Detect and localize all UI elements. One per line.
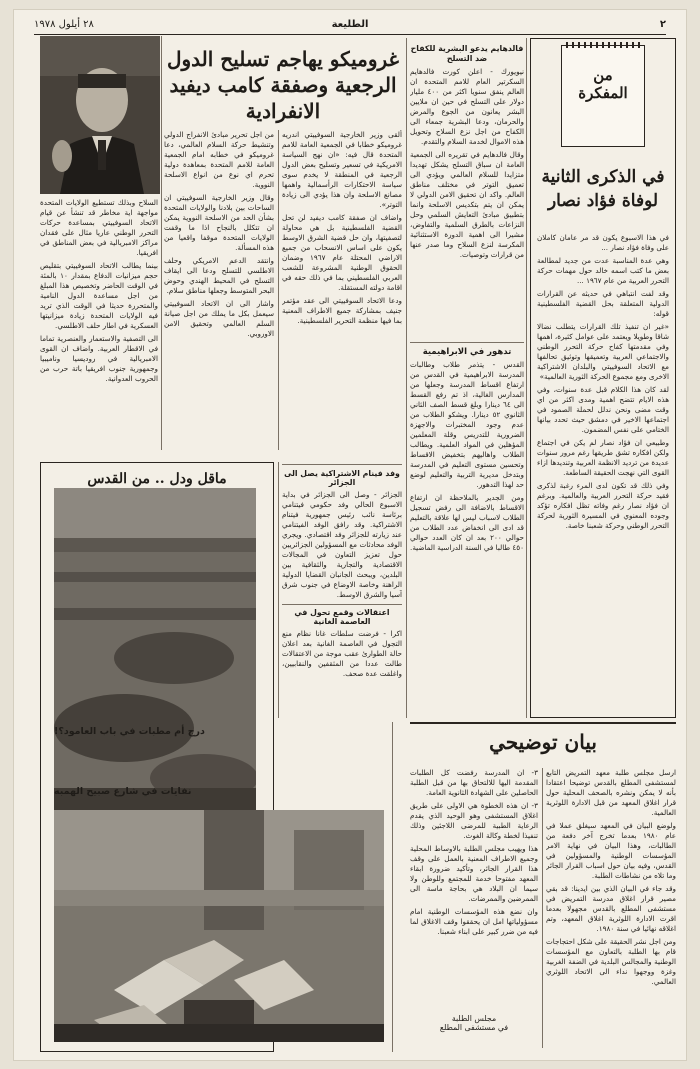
- gromyko-paragraph: بينما يطالب الاتحاد السوفييتي بتقليص حجم ميزانيات الدفاع بمقدار ١٠ بالمئة في الوقت الحاضر وتخصيص هذا المبلغ من اجل مساعدة الدول النامية والمتحررة حديثا في الوقت الذي تريد فيه الولايات المتحدة زيادة ميزانيتها العسكرية في اطار حلف الاطلسي.: [40, 261, 158, 330]
- statement-paragraph: وان نضع هذه المؤسسات الوطنية امام مسؤولياتها امل ان يحققوا وقف الاغلاق لما فيه من ضرر كبير على ابناء شعبنا.: [410, 907, 538, 936]
- gromyko-photo: [40, 36, 160, 194]
- disarmament-title: فالدهايم يدعو البشرية للكفاح ضد التسلح: [410, 44, 524, 63]
- gromyko-paragraph: وانتقد الدعم الامريكي وحلف الاطلسي للتسلح ودعا الى ايقاف التسلح في المحيط الهندي وحوض البحر المتوسط وجعلها مناطق سلام.: [164, 256, 274, 295]
- memo-headline: في الذكرى الثانية لوفاة فؤاد نصار: [541, 167, 665, 211]
- gromyko-column: [164, 130, 274, 450]
- gromyko-paragraph: ودعا الاتحاد السوفييتي الى عقد مؤتمر جنيف بمشاركة جميع الاطراف المعنية بما فيها منظمة التحرير الفلسطينية.: [282, 296, 402, 325]
- jerusalem-steps-photo: [54, 488, 256, 816]
- ghana-body: اكرا - فرضت سلطات غانا نظام منع التجول في العاصمة الغانية بعد اعلان حالة الطوارئ عقب موجة من الاعتقالات طالت عددا من المثقفين والنقابيين، واغلقت عدة صحف.: [282, 629, 402, 678]
- section-rule: [410, 722, 676, 724]
- gromyko-paragraph: الى التصفية والاستعمار والعنصرية تماما في الاقطار العربية. واضاف ان القوى الامبريالية في روديسيا وناميبيا وجمهورية جنوب افريقيا باتة حرب من الحروب العدوانية.: [40, 334, 158, 383]
- newspaper-page: [14, 10, 686, 1060]
- memo-badge-text1: من: [593, 66, 613, 84]
- memo-paragraph: لقد كان هذا الكلام قبل عدة سنوات، وفي هذه الايام تتضح اهمية ومدى اكثر من اي وقت مضى ونحن ندلل لحملة الصمود في اجتماعها الاخير في دمشق حيث تحدد بيانها الختامي على نفس المضمون.: [537, 385, 669, 434]
- portrait-illustration: [40, 36, 160, 194]
- statement-signature: [410, 1014, 538, 1032]
- gromyko-paragraph: واشار الى ان الاتحاد السوفييتي سيعمل بكل ما يملك من اجل صيانة السلم العالمي وتحقيق الامن الاوروبي.: [164, 299, 274, 338]
- page-number: ٢: [659, 19, 666, 30]
- gromyko-column: [40, 198, 158, 450]
- gromyko-paragraph: من اجل تحرير مبادئ الانفراج الدولي وتنشيط حركة السلام العالمي، دعا غروميكو في خطابه امام الجمعية العامة للامم المتحدة بمعاهدة دولية تحرم اي نوع من انواع الاسلحة النووية.: [164, 130, 274, 189]
- memo-badge-text2: المفكرة: [578, 84, 628, 102]
- gromyko-paragraph: ألقى وزير الخارجية السوفييتي اندريه غروميكو خطابا في الجمعية العامة للامم المتحدة قال فيه: «ان نهج السياسة الامريكية في تسعير وتسليح بعض الدول الرجعية في المنطقة لا يخدم سوى سياسة الاحتكارات الرأسمالية واهمها مصانع الاسلحة وان هذا يؤدي الى زيادة التوتر».: [282, 130, 402, 209]
- statement-title: بيان توضيحي: [489, 730, 597, 754]
- publication-name: الطليعة: [331, 19, 369, 30]
- memo-paragraph: وطبيعي ان فؤاد نصار لم يكن في اجتماع ولكن افكاره تشق طريقها رغم مرور سنوات عديدة من ترديد الانظمة العربية وتنديدها ازاء القوى التي نهجت الحقيقة الساطعة.: [537, 438, 669, 477]
- memo-paragraph: في هذا الاسبوع يكون قد مر عامان كاملان على وفاة فؤاد نصار ...: [537, 233, 669, 252]
- issue-date: ٢٨ أيلول ١٩٧٨: [34, 19, 94, 30]
- ibrahimiyya-article: [410, 342, 524, 718]
- ibrahimiyya-body2: ومن الجدير بالملاحظة ان ارتفاع الاقساط بالاضافة الى رفض تسجيل الطلاب لاسباب ليس لها علاقة بالتعليم قد ادى الى انخفاض عدد الطلاب من حوالي ٢٠٠ بعد ان كان العدد حوالي ٤٥٠ طالبا في السنة الدراسية الماضية.: [410, 493, 524, 552]
- column-rule: [278, 462, 279, 718]
- statement-paragraph: وقد جاء في البيان الذي بين ايدينا: قد بقي مصير قرار اغلاق مدرسة التمريض في مستشفى المطلع بالقدس مجهولا بعدما اقرت الادارة اللوثرية اغلاق المعهد، وتم اغلاقه نهائيا في سنة ١٩٨٠.: [546, 884, 676, 933]
- column-rule: [278, 130, 279, 450]
- statement-paragraph: هذا ويهيب مجلس الطلبة بالاوساط المحلية وجميع الاطراف المعنية بالعمل على وقف هذا القرار الجائر، وتأكيد ضرورة ابقاء المعهد مفتوحا خدمة للمجتمع وللوطن ولا سيما ان البلاد هي بحاجة ماسة الى الممرضين والممرضات.: [410, 844, 538, 903]
- memo-paragraph: وفي ذلك قد تكون لدى المرء رغبة لذكرى فقيد حركة التحرر العربية والعالمية. وبرغم ان فؤاد نصار رغم وفاته تظل افكاره تؤكد وجوده المعنوي في المسيرة الثورية لحركة التحرر الوطني وحركة شعبنا خاصة.: [537, 481, 669, 530]
- memo-box: [530, 38, 676, 718]
- column-rule: [161, 36, 162, 450]
- jerusalem-caption-1: درج أم مطبات في باب العامود؟!: [54, 726, 205, 737]
- gromyko-paragraph: السلاح وبذلك تستطيع الولايات المتحدة مواجهة اية مخاطر قد تنشأ عن قيام الاتحاد السوفييتي بمساعدة حركات التحرر الوطني عاريا مثال على فقدان مراكز الامبريالية في بعض المناطق في افريقيا.: [40, 198, 158, 257]
- memo-paragraph: وهي عدة المناسبة عدت من جديد لمطالعة بعض ما كتب اسمه خالد حول مهمات حركة التحرر العربية من عام ١٩٦٧ ...: [537, 256, 669, 285]
- statement-paragraph: ولوضع البيان في المعهد سيغلق عملا في عام ١٩٨٠ بعدما تخرج آخر دفعة من الطالبات، وهذا البيان في نهاية الامر المؤسسات الوطنية والمسؤولين في القدس، وفيه بيان حول اسباب القرار الجائر وما تلاه من نشاطات الطلبة.: [546, 821, 676, 880]
- steps-illustration: [54, 488, 256, 816]
- jerusalem-title: ماقل ودل .. من القدس: [87, 471, 227, 487]
- garbage-illustration: [54, 810, 384, 1042]
- disarmament-body: وقال فالدهايم في تقريره الى الجمعية العامة ان سباق التسلح يشكل تهديدا متزايدا للسلام العالمي ويؤدي الى تعميق التوتر في مختلف مناطق العالم. واكد ان تحقيق الامن الدولي لا يمكن ان يتم بتكديس الاسلحة وانما بتطبيق مبادئ التعايش السلمي وحل النزاعات بالطرق السلمية والتفاوض، مشيرا الى اهمية الدورة الاستثنائية المكرسة لنزع السلاح وما صدر عنها من قرارات وتوصيات.: [410, 150, 524, 259]
- page-header: [34, 18, 666, 35]
- column-rule: [406, 38, 407, 718]
- disarmament-intro: نيويورك - اعلن كورت فالدهايم السكرتير العام للامم المتحدة ان العالم ينفق سنويا اكثر من ٤٠٠ مليار دولار على التسلح في حين ان ملايين البشر يعانون من الجوع والمرض والحرمان، ودعا البشرية جمعاء الى الكفاح من اجل نزع السلاح وتحويل هذه الاموال لخدمة السلام والتقدم.: [410, 67, 524, 146]
- statement-left-column: [410, 768, 538, 1004]
- ibrahimiyya-title: تدهور في الابراهيمية: [422, 347, 512, 357]
- column-rule: [542, 768, 543, 1048]
- column-rule: [392, 722, 393, 1052]
- memo-paragraph: وقد لفت انتباهي في حديثه عن القرارات الدولية المتعلقة بحل القضية الفلسطينية قوله:: [537, 289, 669, 318]
- ghana-title: اعتقالات وقمع تحول في العاصمة الغانية: [282, 604, 402, 626]
- jerusalem-garbage-photo: [54, 810, 384, 1042]
- ibrahimiyya-body: القدس - يتذمر طلاب وطالبات المدرسة الابراهيمية في القدس من ارتفاع اقساط المدرسة وجعلها من المدارس الغالية، اذ تم رفع القسط الى ٦٤ دينارا وبلغ قسط الصف الثاني الثانوي ٥٢ دينارا. ويشكو الطلاب من عدم وجود المختبرات والاجهزة الضرورية للتدريس وقلة المعلمين المؤهلين في المواد العلمية. ويطالب الطلاب واهاليهم بتخفيض الاقساط وتحسين مستوى التعليم في المدرسة وبتدخل مديرية التربية والتعليم لوضع حد لهذا التدهور.: [410, 360, 524, 489]
- statement-paragraph: ٣- ان المدرسة رفضت كل الطلبات المقدمة اليها للالتحاق بها من قبل الطلبة الحاصلين على الشهادة الثانوية العامة.: [410, 768, 538, 797]
- jerusalem-caption-2: نفايات في شارع صبيح الهمبه: [54, 786, 192, 797]
- algeria-article: [282, 464, 402, 718]
- memo-badge-rings: [566, 42, 640, 48]
- gromyko-paragraph: واضاف ان صفقة كامب ديفيد لن تحل القضية الفلسطينية بل هي محاولة لتصفيتها، وان حل قضية الشرق الاوسط يكون على اساس الانسحاب من جميع الاراضي المحتلة عام ١٩٦٧ وضمان الحقوق الوطنية المشروعة للشعب العربي الفلسطيني بما في ذلك حقه في اقامة دولته المستقلة.: [282, 213, 402, 292]
- algeria-title: وفد فينام الاشتراكية يصل الى الجزائر: [284, 469, 400, 487]
- disarmament-article: [410, 40, 524, 340]
- signature-line1: مجلس الطلبة: [451, 1014, 497, 1023]
- algeria-body: الجزائر - وصل الى الجزائر في بداية الاسبوع الحالي وفد حكومي فيتنامي برئاسة نائب رئيس جمهورية فيتنام الاشتراكية. وقد رافق الوفد الفيتنامي عند زيارته للجزائر وفد اقتصادي. ويجري الوفد محادثات مع المسؤولين الجزائريين حول تعزيز التعاون في المجالات الاقتصادية والتجارية والثقافية بين البلدين، ويبحث الجانبان القضايا الدولية الراهنة وخاصة الاوضاع في جنوب شرق آسيا والشرق الاوسط.: [282, 490, 402, 599]
- statement-paragraph: ارسل مجلس طلبة معهد التمريض التابع لمستشفى المطلع بالقدس توضيحا اعتقادا بأنه لا يمكن ونشره بالصحف المحلية حول قرار اغلاق المعهد من قبل الادارة اللوثرية العالمية.: [546, 768, 676, 817]
- memo-paragraph: «غير ان تنفيذ تلك القرارات يتطلب نضالا شاقا وطويلا ويعتمد على عوامل كثيرة، اهمها وفي مقدمتها كفاح حركة التحرر الوطني والاجتماعي العربية وتعميقها وتوثيق تحالفها مع الاتحاد السوفييتي والبلدان الاشتراكية الاخرى ومع مجموع الحركة الثورية العالمية»: [537, 322, 669, 381]
- gromyko-headline: غروميكو يهاجم تسليح الدول الرجعية وصفقة كامب ديفيد الانفرادية: [166, 47, 400, 123]
- gromyko-paragraph: وقال وزير الخارجية السوفييتي ان الساحات بين بلادنا والولايات المتحدة بشأن الحد من الاسلحة النووية يمكن ان تتكلل بالنجاح اذا ما وقفت الولايات المتحدة موقفا واقعيا من هذه المسألة.: [164, 193, 274, 252]
- statement-paragraph: ٣- ان هذه الخطوة هي الاولى على طريق اغلاق المستشفى وهو الوحيد الذي يقدم الرعاية الطبية للمرضى اللاجئين وذلك تنفيذا لخطة وكالة الغوث.: [410, 801, 538, 840]
- column-rule: [526, 38, 527, 718]
- signature-line2: في مستشفى المطلع: [439, 1023, 509, 1032]
- gromyko-column: [282, 130, 402, 460]
- statement-paragraph: ومن اجل نشر الحقيقة على شكل احتجاجات قام بها الطلبة بالتعاون مع المؤسسات الوطنية والمجالس البلدية في الضفة الغربية وغزة ووجهوا نداء الى الاتحاد اللوثري العالمي.: [546, 937, 676, 986]
- memo-badge: [561, 45, 645, 147]
- statement-right-column: [546, 768, 676, 1048]
